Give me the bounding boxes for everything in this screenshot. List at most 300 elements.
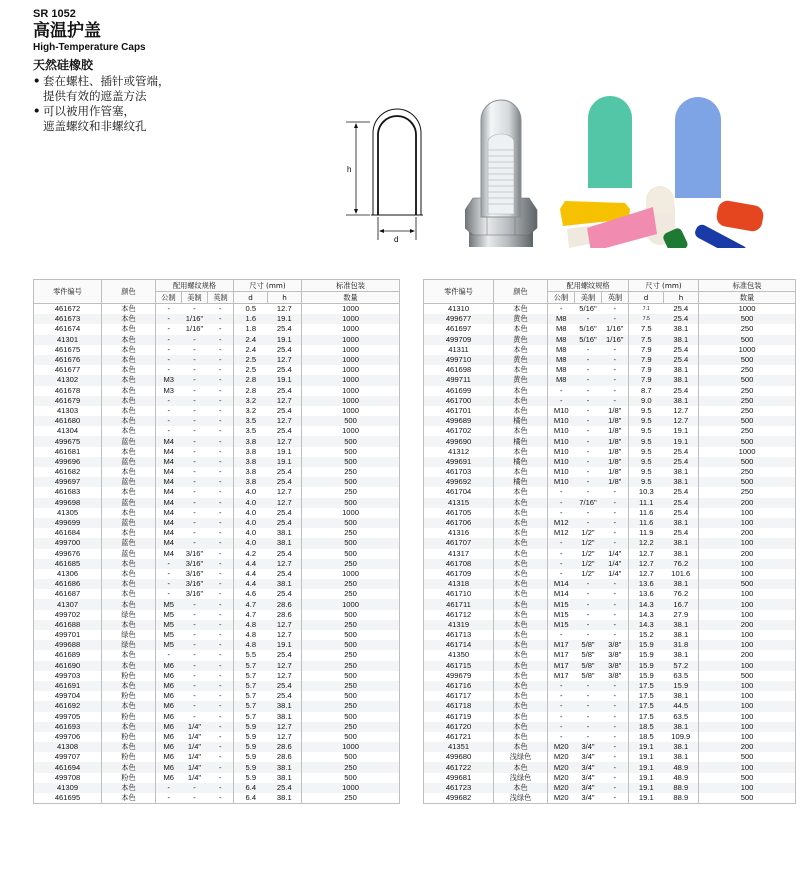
col-pack-qty: 数量 (302, 292, 400, 304)
cell-d-value: 11.9 (629, 528, 664, 538)
col-group-size: 尺寸 (mm) (629, 280, 699, 292)
cell-metric-thread: M4 (156, 518, 182, 528)
cell-color: 粉色 (102, 773, 156, 783)
cell-color: 蓝色 (102, 498, 156, 508)
cell-us-thread: 1/16" (182, 314, 208, 324)
cell-color: 本色 (102, 762, 156, 772)
cell-h-value: 12.7 (268, 436, 302, 446)
cell-pack-qty: 250 (699, 386, 796, 396)
table-row (424, 579, 796, 589)
cell-us-thread: - (182, 477, 208, 487)
cell-pack-qty: 100 (699, 599, 796, 609)
cell-d-value: 19.1 (629, 793, 664, 804)
cell-color: 本色 (102, 599, 156, 609)
cell-imperial-thread: - (208, 518, 234, 528)
cell-us-thread: 1/2" (581, 568, 595, 578)
cell-imperial-thread: - (613, 487, 617, 497)
cell-color: 本色 (494, 386, 548, 396)
cell-metric-thread: M20 (548, 793, 575, 804)
table-row (424, 599, 796, 609)
cell-part-no: 41305 (34, 508, 102, 518)
cell-metric-thread: M20 (548, 752, 575, 762)
cell-us-thread: 1/4" (182, 722, 208, 732)
cell-pack-qty: 100 (699, 691, 796, 701)
cell-h-value: 25.4 (664, 386, 699, 396)
cell-us-thread: - (193, 385, 196, 395)
cell-h-value: 88.9 (664, 793, 699, 804)
table-row (34, 661, 400, 671)
cell-metric-thread: M10 (548, 457, 575, 467)
cell-imperial-thread: - (613, 507, 617, 517)
cell-us-thread: - (182, 498, 208, 508)
cell-d-value: 2.8 (234, 375, 268, 385)
cell-d-value: 9.5 (629, 436, 664, 446)
cell-metric-thread: - (548, 569, 575, 579)
cell-d-value: 18.5 (629, 722, 664, 732)
cell-pack-qty: 1000 (699, 447, 796, 457)
cell-pack-qty: 500 (699, 477, 796, 487)
cell-h-value: 38.1 (268, 528, 302, 538)
cell-us-thread: - (586, 691, 590, 701)
cell-h-value: 25.4 (664, 528, 699, 538)
cell-metric-thread: M6 (156, 773, 182, 783)
cell-color: 黄色 (494, 375, 548, 385)
cell-h-value: 101.6 (664, 569, 699, 579)
cell-part-no: 499679 (424, 671, 494, 681)
cell-us-thread: 1/16" (185, 324, 204, 334)
cell-imperial-thread: - (219, 609, 222, 619)
cell-imperial-thread: - (602, 793, 629, 804)
colored-caps-photo (555, 88, 785, 248)
cell-us-thread: - (193, 405, 196, 415)
cap-dimension-diagram (340, 95, 450, 245)
cell-part-no: 461679 (34, 396, 102, 406)
cell-part-no: 461682 (34, 467, 102, 477)
product-code: SR 1052 (33, 8, 76, 20)
cell-us-thread: - (586, 589, 590, 599)
cell-color: 本色 (494, 742, 548, 752)
table-row (34, 345, 400, 355)
table-row (34, 579, 400, 589)
cell-part-no: 461674 (34, 324, 102, 334)
cell-metric-thread: M6 (156, 681, 182, 691)
cell-part-no: 499699 (34, 518, 102, 528)
col-h: h (664, 292, 699, 304)
cell-imperial-thread: - (219, 507, 222, 517)
cell-h-value: 38.1 (664, 467, 699, 477)
cell-part-no: 461688 (34, 620, 102, 630)
cell-metric-thread: M4 (156, 467, 182, 477)
cell-part-no: 461695 (34, 793, 102, 804)
cell-us-thread: - (575, 457, 602, 467)
cell-metric-thread: M15 (548, 610, 575, 620)
table-row (424, 447, 796, 457)
cell-metric-thread: M4 (156, 477, 182, 487)
cell-pack-qty: 500 (302, 773, 400, 783)
cell-us-thread: 1/4" (187, 731, 202, 741)
cell-us-thread: 5/16" (579, 324, 597, 334)
table-row (424, 701, 796, 711)
cell-metric-thread: M4 (156, 447, 182, 457)
cell-pack-qty: 200 (699, 498, 796, 508)
cell-pack-qty: 1000 (302, 335, 400, 345)
cell-color: 本色 (494, 701, 548, 711)
cell-color: 本色 (494, 396, 548, 406)
cell-us-thread: - (182, 375, 208, 385)
table-row (34, 386, 400, 396)
table-row (34, 538, 400, 548)
cell-imperial-thread: 1/8" (608, 405, 622, 415)
cell-imperial-thread: - (613, 711, 617, 721)
cell-us-thread: - (586, 385, 590, 395)
cell-imperial-thread: - (602, 783, 629, 793)
table-row (424, 508, 796, 518)
cell-h-value: 25.4 (268, 783, 302, 793)
table-row (34, 304, 400, 315)
cell-metric-thread: - (156, 396, 182, 406)
cell-pack-qty: 100 (699, 762, 796, 772)
cell-h-value: 76.2 (664, 559, 699, 569)
cell-us-thread: 5/16" (579, 304, 597, 314)
cell-part-no: 461719 (424, 712, 494, 722)
cell-imperial-thread: - (219, 772, 222, 782)
cell-us-thread: - (586, 487, 590, 497)
cell-imperial-thread: - (613, 528, 617, 538)
cell-d-value: 5.7 (234, 701, 268, 711)
col-metric: 公制 (156, 292, 182, 304)
table-row (34, 691, 400, 701)
cell-part-no: 499689 (424, 416, 494, 426)
cell-color: 粉色 (102, 691, 156, 701)
cell-h-value: 12.7 (268, 304, 302, 315)
table-row (34, 487, 400, 497)
cell-imperial-thread: - (613, 691, 617, 701)
cell-us-thread: - (586, 426, 590, 436)
cell-imperial-thread: - (208, 477, 234, 487)
cell-pack-qty: 1000 (302, 375, 400, 385)
cell-d-value: 14.3 (629, 599, 664, 609)
cell-pack-qty: 100 (699, 732, 796, 742)
cell-part-no: 461675 (34, 345, 102, 355)
cell-color: 本色 (102, 569, 156, 579)
cell-us-thread: - (182, 355, 208, 365)
cell-metric-thread: - (156, 304, 182, 315)
cell-metric-thread: M4 (156, 436, 182, 446)
table-row (34, 457, 400, 467)
cell-h-value: 38.1 (664, 630, 699, 640)
cell-color: 本色 (102, 416, 156, 426)
table-row (34, 436, 400, 446)
cell-d-value: 14.3 (629, 610, 664, 620)
table-row (424, 457, 796, 467)
cell-imperial-thread: - (208, 793, 234, 804)
cell-color: 本色 (102, 508, 156, 518)
feature-item (33, 104, 333, 134)
cell-part-no: 41317 (424, 549, 494, 559)
cell-imperial-thread: - (208, 355, 234, 365)
cell-h-value: 48.9 (664, 773, 699, 783)
cell-pack-qty: 200 (699, 528, 796, 538)
product-header (33, 8, 333, 134)
cell-metric-thread: - (548, 386, 575, 396)
cell-pack-qty: 200 (699, 650, 796, 660)
cell-imperial-thread: - (602, 579, 629, 589)
cell-metric-thread: M5 (156, 610, 182, 620)
cell-pack-qty: 500 (302, 712, 400, 722)
cell-h-value: 38.1 (664, 752, 699, 762)
cell-color: 本色 (494, 538, 548, 548)
cell-us-thread: - (193, 365, 196, 375)
table-row (34, 701, 400, 711)
cell-us-thread: 1/2" (575, 559, 602, 569)
cell-d-value: 0.5 (234, 304, 268, 315)
cell-part-no: 461677 (34, 365, 102, 375)
cell-us-thread: - (575, 599, 602, 609)
cell-part-no: 499711 (424, 375, 494, 385)
cell-color: 黄色 (494, 335, 548, 345)
cell-color: 本色 (102, 426, 156, 436)
cell-pack-qty: 250 (302, 528, 400, 538)
cell-h-value: 38.1 (268, 762, 302, 772)
cell-us-thread: - (182, 661, 208, 671)
cell-d-value: 5.7 (234, 681, 268, 691)
cell-imperial-thread: - (602, 538, 629, 548)
cell-d-value: 4.0 (234, 498, 268, 508)
cell-color: 绿色 (102, 630, 156, 640)
cell-color: 本色 (102, 528, 156, 538)
cell-d-value: 7.9 (629, 375, 664, 385)
cell-color: 本色 (494, 365, 548, 375)
cell-part-no: 461717 (424, 691, 494, 701)
cell-pack-qty: 250 (302, 487, 400, 497)
table-row (34, 528, 400, 538)
cell-metric-thread: - (548, 498, 575, 508)
cell-h-value: 25.4 (268, 426, 302, 436)
cell-metric-thread: M8 (548, 355, 575, 365)
cell-h-value: 48.9 (664, 762, 699, 772)
cell-d-value: 5.9 (234, 742, 268, 752)
cell-d-value: 11.6 (629, 508, 664, 518)
cell-d-value: 3.8 (234, 467, 268, 477)
cell-imperial-thread: - (219, 731, 222, 741)
table-row (34, 610, 400, 620)
cell-color: 蓝色 (102, 477, 156, 487)
cell-h-value: 38.1 (664, 620, 699, 630)
table-row (34, 793, 400, 804)
table-row (424, 762, 796, 772)
cell-pack-qty: 100 (699, 589, 796, 599)
cell-metric-thread: - (156, 365, 182, 375)
cell-metric-thread: - (156, 589, 182, 599)
cell-part-no: 41309 (34, 783, 102, 793)
cell-h-value: 12.7 (664, 406, 699, 416)
cell-d-value: 5.9 (234, 722, 268, 732)
cell-d-value: 8.7 (629, 386, 664, 396)
cell-us-thread: - (182, 416, 208, 426)
cell-color: 蓝色 (102, 518, 156, 528)
table-row (34, 416, 400, 426)
cell-metric-thread: M6 (156, 701, 182, 711)
cell-metric-thread: M8 (548, 335, 575, 345)
cell-imperial-thread: - (208, 762, 234, 772)
cell-imperial-thread: - (219, 568, 222, 578)
table-row (34, 314, 400, 324)
table-row (34, 324, 400, 334)
cell-us-thread: 1/4" (187, 772, 202, 782)
cell-d-value: 11.1 (629, 498, 664, 508)
cell-us-thread: - (575, 701, 602, 711)
cell-pack-qty: 500 (699, 416, 796, 426)
table-row (424, 610, 796, 620)
cell-color: 粉色 (102, 671, 156, 681)
cell-h-value: 25.4 (664, 447, 699, 457)
cell-pack-qty: 500 (699, 793, 796, 804)
table-row (34, 650, 400, 660)
cell-us-thread: - (586, 365, 590, 375)
cell-us-thread: - (586, 507, 590, 517)
cell-h-value: 44.5 (664, 701, 699, 711)
cell-part-no: 461686 (34, 579, 102, 589)
cell-d-value: 19.1 (629, 742, 664, 752)
cell-part-no: 461721 (424, 732, 494, 742)
cell-metric-thread: M10 (548, 447, 575, 457)
cell-d-value: 4.4 (234, 569, 268, 579)
cell-h-value: 63.5 (664, 712, 699, 722)
cell-imperial-thread: - (208, 661, 234, 671)
cell-metric-thread: M15 (548, 599, 575, 609)
cell-pack-qty: 100 (699, 640, 796, 650)
cell-d-value: 9.5 (629, 457, 664, 467)
table-row (34, 518, 400, 528)
product-title-en: High-Temperature Caps (33, 42, 146, 53)
cell-pack-qty: 500 (699, 436, 796, 446)
cell-h-value: 25.4 (268, 365, 302, 375)
cell-h-value: 38.1 (664, 477, 699, 487)
cell-h-value: 38.1 (664, 538, 699, 548)
cell-pack-qty: 200 (699, 549, 796, 559)
cell-pack-qty: 1000 (302, 345, 400, 355)
cell-h-value: 38.1 (664, 396, 699, 406)
table-row (34, 426, 400, 436)
cell-part-no: 461700 (424, 396, 494, 406)
cell-part-no: 461722 (424, 762, 494, 772)
cell-us-thread: - (586, 405, 590, 415)
cell-color: 本色 (102, 386, 156, 396)
cell-part-no: 461699 (424, 386, 494, 396)
cell-part-no: 461690 (34, 661, 102, 671)
table-row (34, 762, 400, 772)
cell-metric-thread: M14 (548, 589, 575, 599)
cell-pack-qty: 250 (302, 559, 400, 569)
col-pack-qty: 数量 (699, 292, 796, 304)
cell-d-value: 9.5 (629, 406, 664, 416)
cell-color: 本色 (102, 701, 156, 711)
cell-h-value: 38.1 (664, 691, 699, 701)
cell-part-no: 499704 (34, 691, 102, 701)
cell-color: 本色 (494, 487, 548, 497)
cell-d-value: 17.5 (629, 701, 664, 711)
table-row (424, 742, 796, 752)
cell-imperial-thread: - (208, 559, 234, 569)
cell-d-value: 7.5 (629, 314, 664, 324)
cell-imperial-thread: - (613, 344, 617, 354)
cell-metric-thread: M3 (156, 375, 182, 385)
cell-us-thread: - (575, 722, 602, 732)
cell-h-value: 38.1 (664, 549, 699, 559)
cell-pack-qty: 500 (302, 538, 400, 548)
cell-pack-qty: 500 (699, 457, 796, 467)
cell-part-no: 461685 (34, 559, 102, 569)
table-row (424, 712, 796, 722)
cell-d-value: 2.4 (234, 345, 268, 355)
cell-imperial-thread: 3/8" (608, 670, 622, 680)
cell-d-value: 5.9 (234, 762, 268, 772)
cell-h-value: 12.7 (268, 559, 302, 569)
cell-imperial-thread: - (208, 375, 234, 385)
cell-d-value: 15.9 (629, 640, 664, 650)
cell-color: 本色 (102, 742, 156, 752)
cell-part-no: 499681 (424, 773, 494, 783)
cell-d-value: 7.9 (629, 345, 664, 355)
cell-pack-qty: 100 (699, 569, 796, 579)
cell-h-value: 25.4 (664, 498, 699, 508)
cell-metric-thread: M6 (156, 762, 182, 772)
table-row (34, 477, 400, 487)
cell-d-value: 4.7 (234, 610, 268, 620)
cell-us-thread: - (193, 446, 196, 456)
cell-part-no: 41311 (424, 345, 494, 355)
cell-part-no: 499677 (424, 314, 494, 324)
table-row (34, 752, 400, 762)
cell-h-value: 28.6 (268, 610, 302, 620)
cell-d-value: 5.9 (234, 752, 268, 762)
cell-part-no: 461714 (424, 640, 494, 650)
cell-d-value: 9.5 (629, 447, 664, 457)
cell-pack-qty: 1000 (302, 426, 400, 436)
cell-imperial-thread: 1/8" (602, 457, 629, 467)
cell-h-value: 38.1 (268, 579, 302, 589)
cell-pack-qty: 1000 (302, 304, 400, 315)
cell-imperial-thread: - (219, 548, 222, 558)
cell-part-no: 41318 (424, 579, 494, 589)
cell-color: 蓝色 (102, 436, 156, 446)
cell-color: 本色 (102, 559, 156, 569)
cell-d-value: 12.2 (629, 538, 664, 548)
cell-color: 本色 (494, 620, 548, 630)
cell-imperial-thread: - (613, 772, 617, 782)
cell-pack-qty: 500 (302, 640, 400, 650)
cell-imperial-thread: - (602, 620, 629, 630)
cell-d-value: 5.9 (234, 732, 268, 742)
cell-pack-qty: 500 (302, 498, 400, 508)
cell-part-no: 499702 (34, 610, 102, 620)
cell-us-thread: - (182, 457, 208, 467)
cell-part-no: 41312 (424, 447, 494, 457)
cell-imperial-thread: - (613, 731, 617, 741)
cell-us-thread: 1/4" (187, 752, 202, 762)
col-d: d (629, 292, 664, 304)
table-row (424, 773, 796, 783)
cell-d-value: 15.9 (629, 650, 664, 660)
cell-h-value: 25.4 (268, 477, 302, 487)
cell-color: 本色 (102, 589, 156, 599)
cell-imperial-thread: - (219, 670, 222, 680)
cell-h-value: 25.4 (268, 589, 302, 599)
cell-part-no: 461694 (34, 762, 102, 772)
cell-color: 本色 (494, 610, 548, 620)
cell-part-no: 499710 (424, 355, 494, 365)
cell-part-no: 499691 (424, 457, 494, 467)
